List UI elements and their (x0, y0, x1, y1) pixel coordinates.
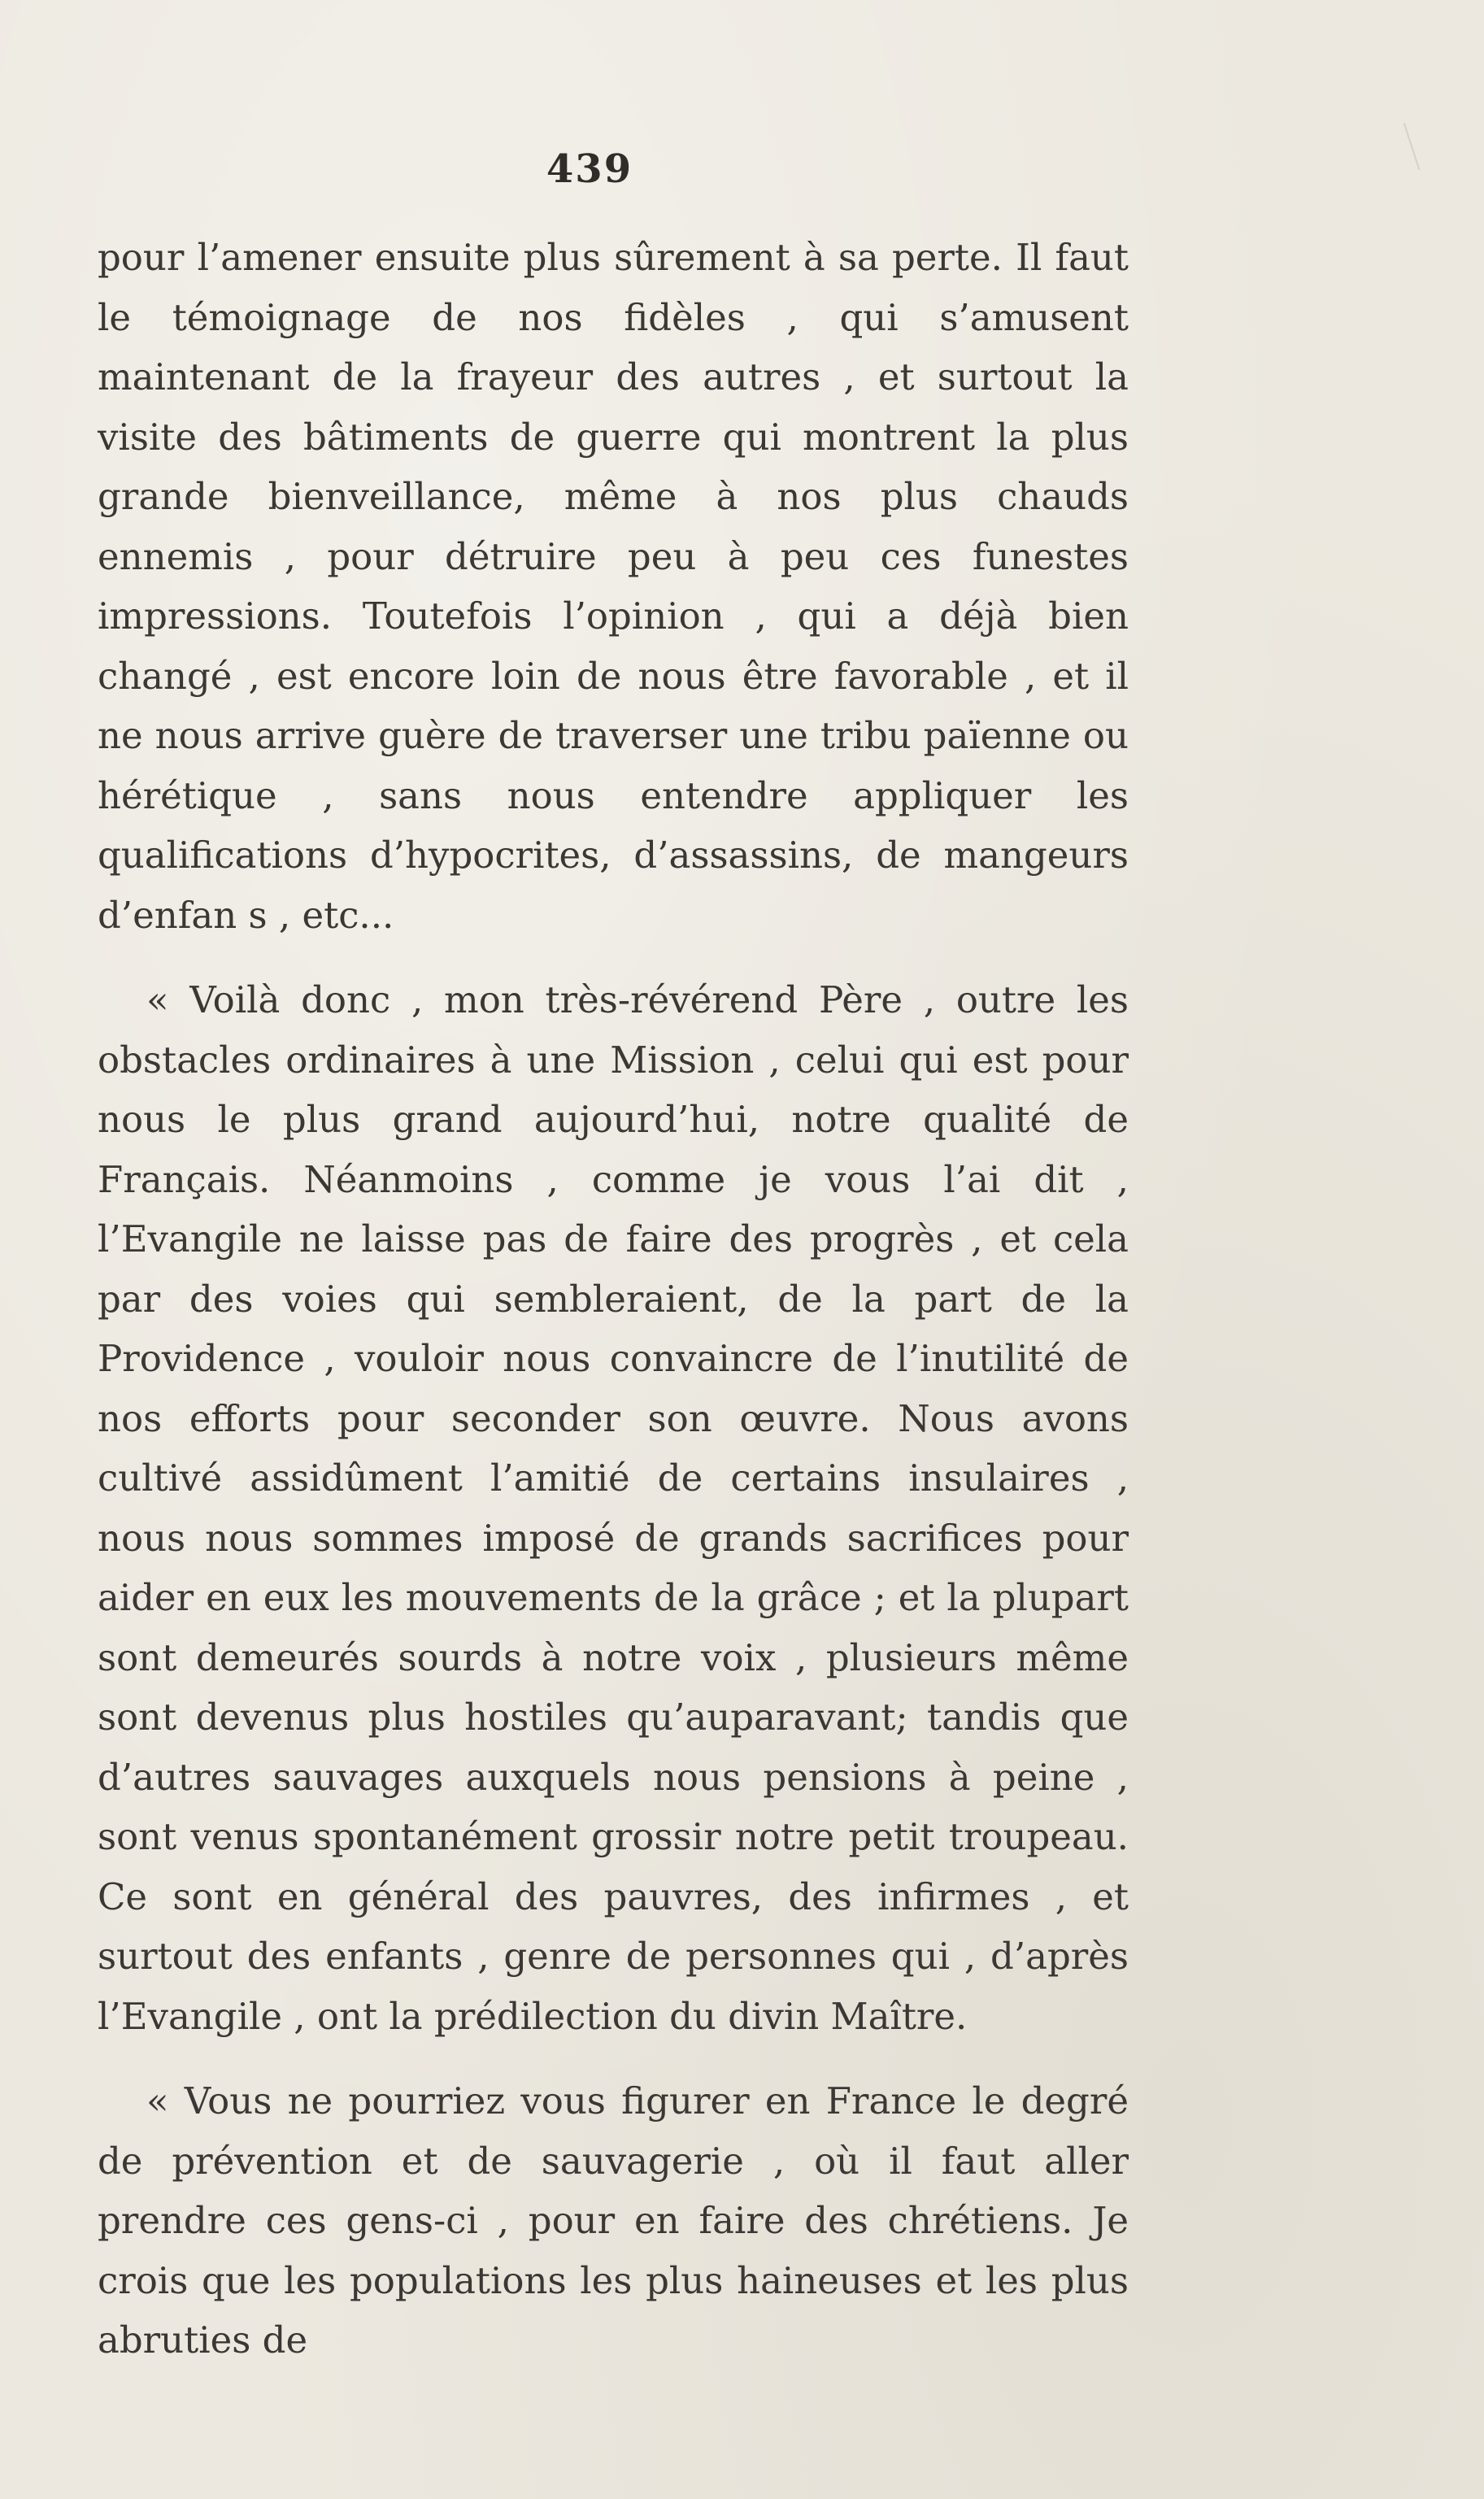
paragraph-continuation: pour l’amener ensuite plus sûrement à sa perte. Il faut le témoignage de nos fidèles , qui s’amusent maintenant de la frayeur des autres , et surtout la visite des bâtiments de guerre qui montrent la plus grande bienveillance, même à nos plus chauds ennemis , pour détruire peu à peu ces funestes impressions. Toutefois l’opinion , qui a déjà bien changé , est encore loin de nous être favorable , et il ne nous arrive guère de traverser une tribu païenne ou hérétique , sans nous entendre appliquer les qualifications d’hypocrites, d’assassins, de mangeurs d’enfan s , etc... (98, 236, 1129, 937)
body-text (98, 228, 1129, 2371)
paragraph-prevention: « Vous ne pourriez vous figurer en France le degré de prévention et de sauvagerie , où il faut aller prendre ces gens-ci , pour en faire des chrétiens. Je crois que les populations les plus haineuses et les plus abruties de (98, 2079, 1129, 2362)
page-number: 439 (546, 146, 633, 192)
paragraph-obstacles: « Voilà donc , mon très-révérend Père , outre les obstacles ordinaires à une Mission , celui qui est pour nous le plus grand aujourd’hui, notre qualité de Français. Néanmoins , comme je vous l’ai dit , l’Evangile ne laisse pas de faire des progrès , et cela par des voies qui sembleraient, de la part de la Providence , vouloir nous convaincre de l’inutilité de nos efforts pour seconder son œuvre. Nous avons cultivé assidûment l’amitié de certains insulaires , nous nous sommes imposé de grands sacrifices pour aider en eux les mouvements de la grâce ; et la plupart sont demeurés sourds à notre voix , plusieurs même sont devenus plus hostiles qu’auparavant; tandis que d’autres sauvages auxquels nous pensions à peine , sont venus spontanément grossir notre petit troupeau. Ce sont en général des pauvres, des infirmes , et surtout des enfants , genre de personnes qui , d’après l’Evangile , ont la prédilection du divin Maître. (98, 978, 1129, 2038)
paper-crease-mark (1403, 123, 1420, 170)
